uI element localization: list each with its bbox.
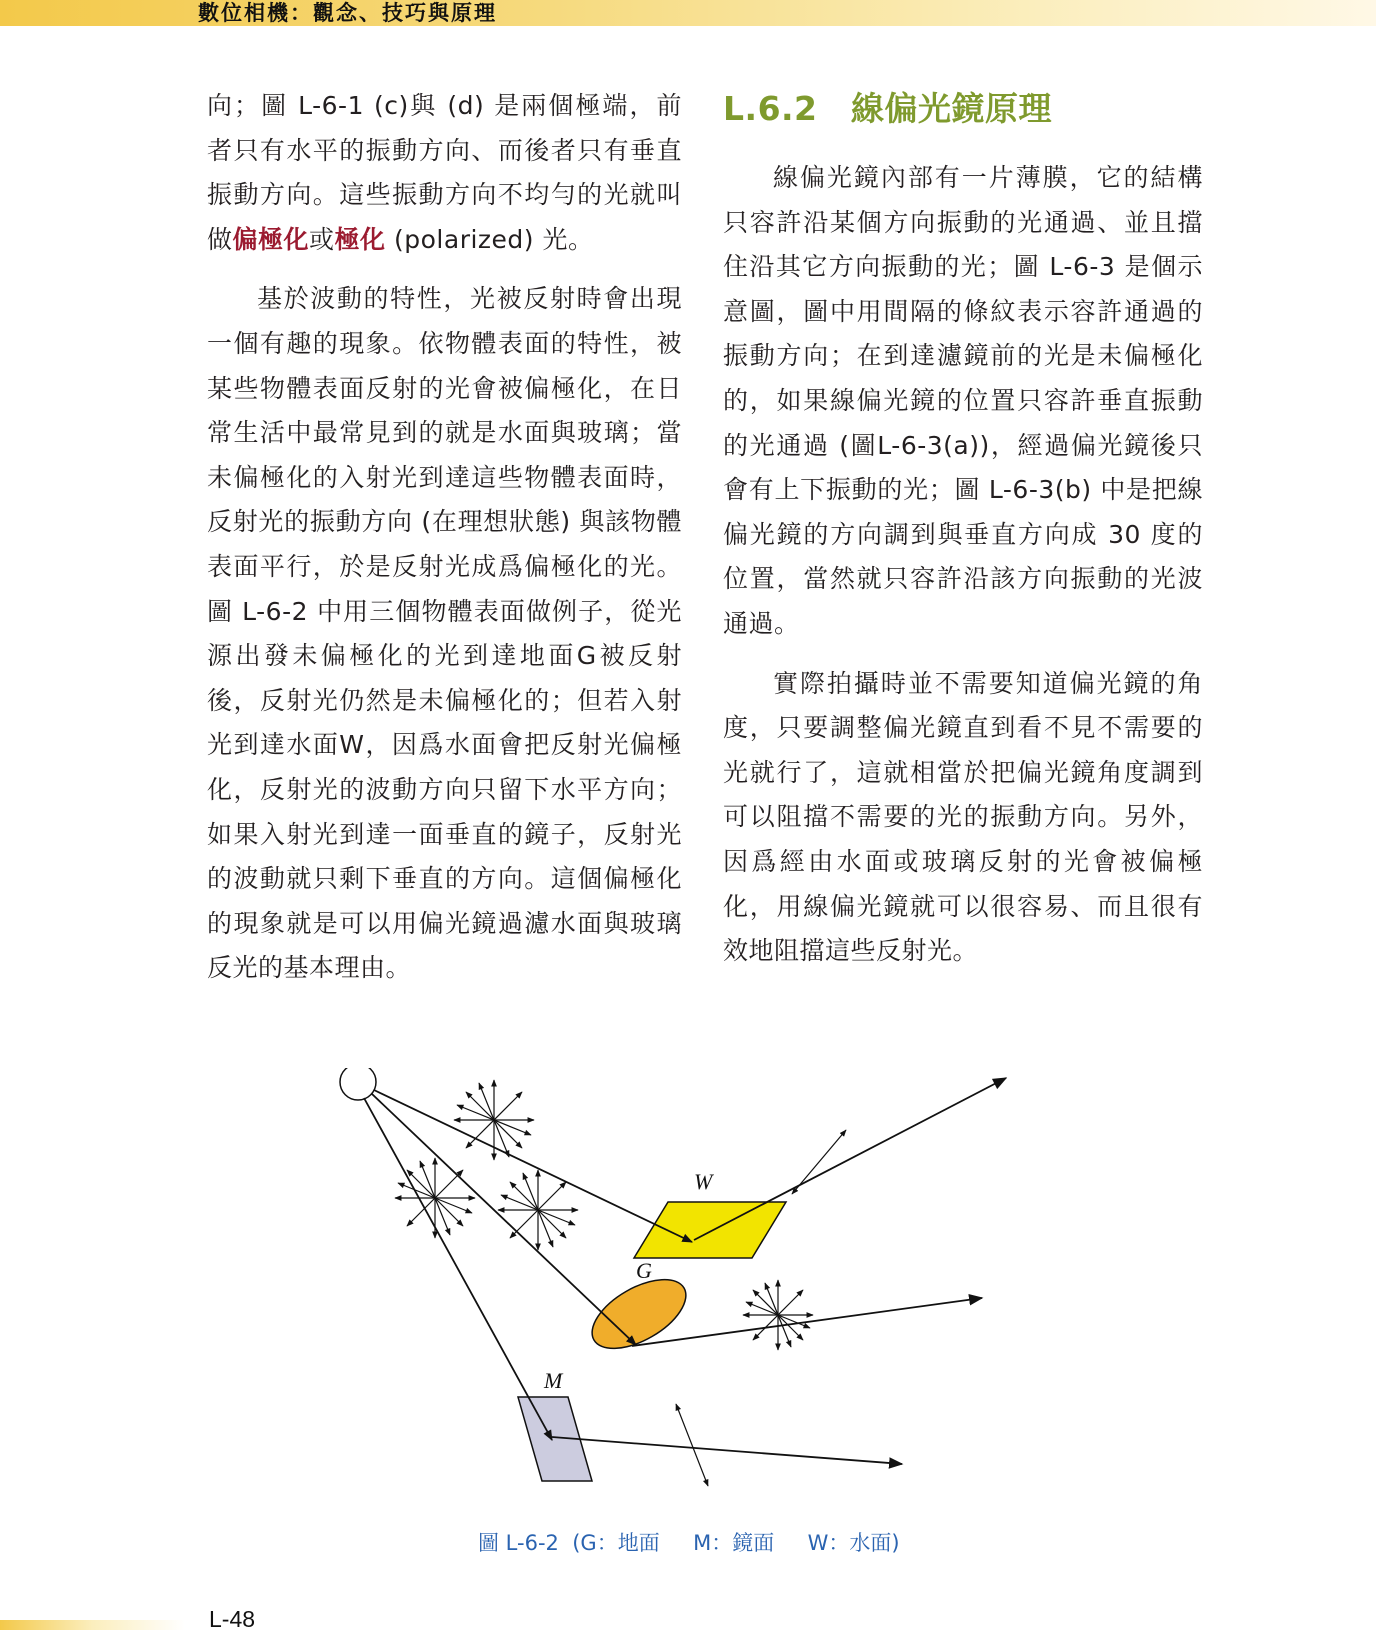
reflected-ray-water (694, 1078, 1006, 1240)
reflected-ray-ground (632, 1298, 982, 1346)
right-paragraph-2: 實際拍攝時並不需要知道偏光鏡的角度，只要調整偏光鏡直到看不見不需要的光就行了，這就相當於把偏光鏡角度調到可以阻擋不需要的光的振動方向。另外，因爲經由水面或玻璃反射的光會被偏極化，用線偏光鏡就可以很容易、而且很有效地阻擋這些反射光。 (723, 668, 1203, 966)
incident-ray-ground (372, 1094, 636, 1345)
unpolarized-star (454, 1080, 534, 1160)
incident-ray-mirror (364, 1098, 552, 1440)
unpolarized-star (498, 1170, 578, 1250)
reflected-ray-mirror (552, 1437, 902, 1464)
left-paragraph-2: 基於波動的特性，光被反射時會出現一個有趣的現象。依物體表面的特性，被某些物體表面反射的光會被偏極化，在日常生活中最常見到的就是水面與玻璃；當未偏極化的入射光到達這些物體表面時，反射光的振動方向 (在理想狀態) 與該物體表面平行，於是反射光成爲偏極化的光。圖 L-6-2 中用三個物體表面做例子，從光源出發未偏極化的光到達地面G被反射後，反射光仍然是未偏極化的；但若入射光到達水面W，因爲水面會把反射光偏極化，反射光的波動方向只留下水平方向；如果入射光到達一面垂直的鏡子，反射光的波動就只剩下垂直的方向。這個偏極化的現象就是可以用偏光鏡過濾水面與玻璃反光的基本理由。 (207, 284, 682, 983)
left-paragraph-1 (207, 84, 682, 262)
unpolarized-star (395, 1158, 475, 1238)
polarization-figure (330, 1068, 1060, 1513)
section-heading: L.6.2 線偏光鏡原理 (723, 89, 1053, 128)
unpolarized-star (743, 1280, 813, 1350)
polarized-arrow-water (792, 1130, 846, 1194)
light-source (340, 1068, 376, 1100)
term-polarized: 偏極化 (232, 224, 310, 254)
figure-caption: 圖 L-6-2 (G：地面 M：鏡面 W：水面) (478, 1531, 900, 1555)
term-polarized-short: 極化 (334, 224, 386, 254)
label-m: M (544, 1368, 563, 1393)
left-column (207, 84, 682, 991)
footer-bar (0, 1620, 185, 1630)
figure-svg (330, 1068, 1060, 1513)
left-p1-text-a: 向；圖 L-6-1 (c)與 (d) 是兩個極端，前者只有水平的振動方向、而後者只有垂直振動方向。這些振動方向不均勻的光就叫做 (207, 91, 682, 254)
left-p1-text-c: (polarized) 光。 (385, 224, 594, 254)
left-p1-text-b: 或 (309, 224, 335, 254)
page-number: L-48 (209, 1606, 256, 1632)
label-w: W (694, 1169, 713, 1194)
running-header-title: 數位相機：觀念、技巧與原理 (198, 1, 497, 25)
label-g: G (636, 1258, 652, 1283)
polarized-arrow-mirror (676, 1404, 708, 1486)
right-paragraph-1: 線偏光鏡內部有一片薄膜，它的結構只容許沿某個方向振動的光通過、並且擋住沿其它方向振動的光；圖 L-6-3 是個示意圖，圖中用間隔的條紋表示容許通過的振動方向；在到達濾鏡前的光是未偏極化的，如果線偏光鏡的位置只容許垂直振動的光通過 (圖L-6-3(a))，經過偏光鏡後只會有上下振動的光；圖 L-6-3(b) 中是把線偏光鏡的方向調到與垂直方向成 30 度的位置，當然就只容許沿該方向振動的光波通過。 (723, 163, 1203, 638)
water-surface (634, 1202, 786, 1258)
right-column (723, 84, 1203, 974)
